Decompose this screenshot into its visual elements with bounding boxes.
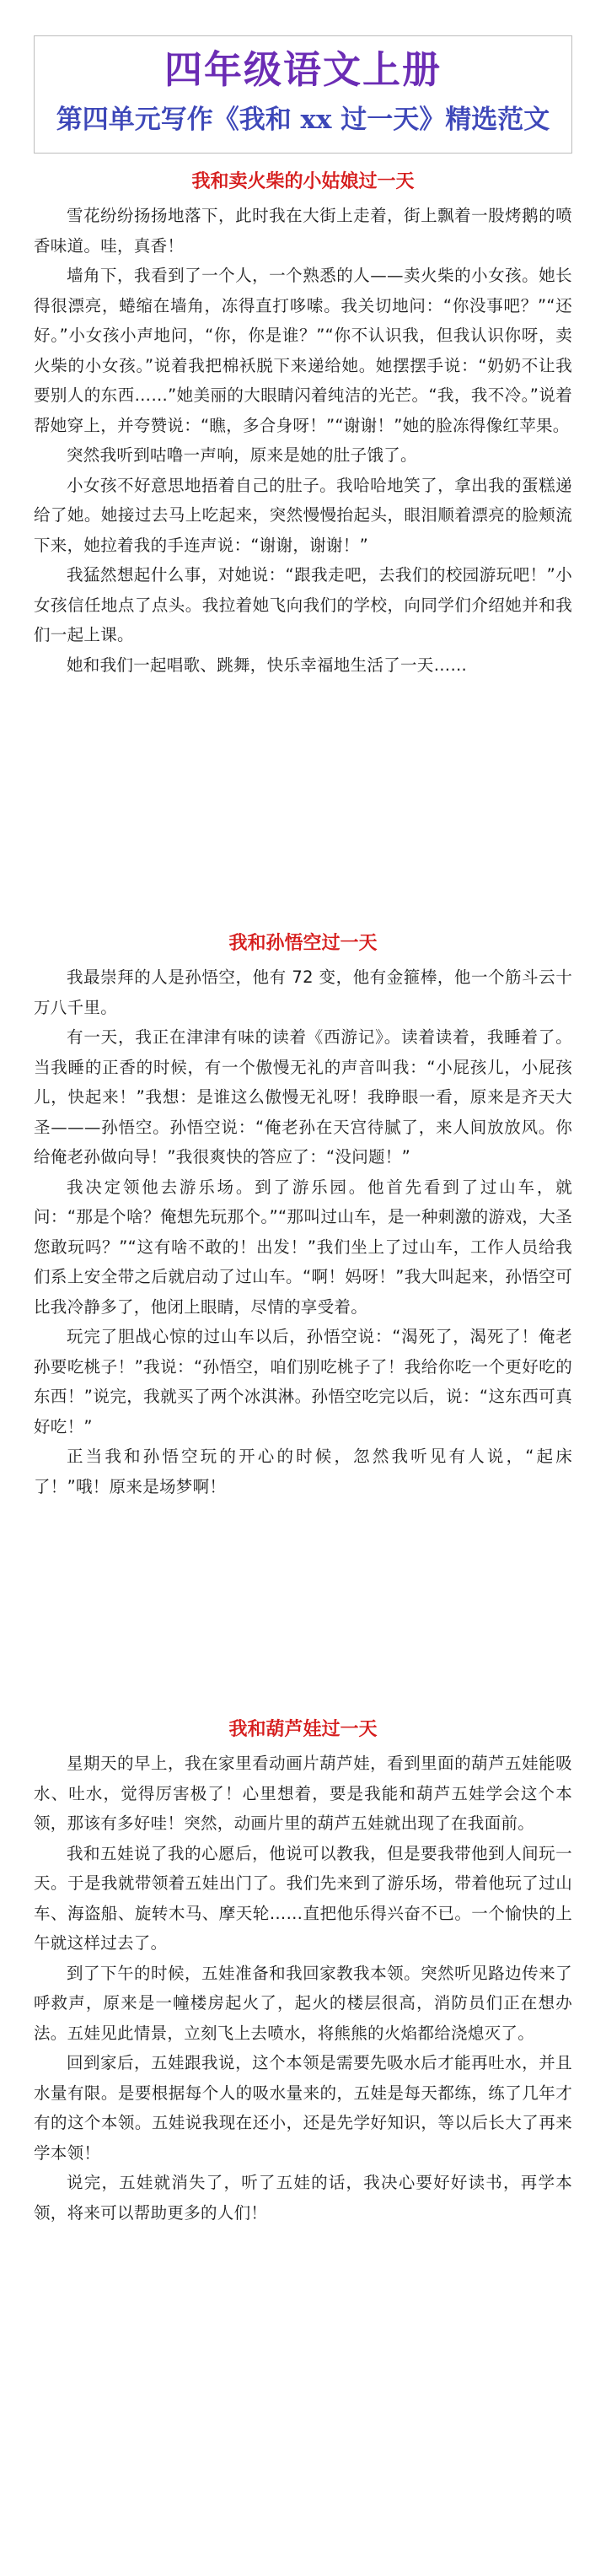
essay-paragraph: 我决定领他去游乐场。到了游乐园。他首先看到了过山车，就问：“那是个啥？俺想先玩那个。”“那叫过山车，是一种刺激的游戏，大圣您敢玩吗？”“这有啥不敢的！出发！”我们坐上了过山车，工作人员给我们系上安全带之后就启动了过山车。“啊！妈呀！”我大叫起来，孙悟空可比我冷静多了，他闭上眼睛，尽情的享受着。 xyxy=(34,1177,572,1317)
essay-paragraph: 雪花纷纷扬扬地落下，此时我在大街上走着，街上飘着一股烤鹅的喷香味道。哇，真香！ xyxy=(34,206,572,256)
essay-paragraph: 到了下午的时候，五娃准备和我回家教我本领。突然听见路边传来了呼救声，原来是一幢楼房起火了，起火的楼层很高，消防员们正在想办法。五娃见此情景，立刻飞上去喷水，将熊熊的火焰都给浇熄灭了。 xyxy=(34,1963,572,2043)
essay-paragraph: 星期天的早上，我在家里看动画片葫芦娃，看到里面的葫芦五娃能吸水、吐水，觉得厉害极了！心里想着，要是我能和葫芦五娃学会这个本领，那该有多好哇！突然，动画片里的葫芦五娃就出现了在我面前。 xyxy=(34,1754,572,1833)
essay-paragraph: 玩完了胆战心惊的过山车以后，孙悟空说：“渴死了，渴死了！俺老孙要吃桃子！”我说：“孙悟空，咱们别吃桃子了！我给你吃一个更好吃的东西！”说完，我就买了两个冰淇淋。孙悟空吃完以后，说：“这东西可真好吃！” xyxy=(34,1327,572,1436)
essay-paragraph: 墙角下，我看到了一个人，一个熟悉的人——卖火柴的小女孩。她长得很漂亮，蜷缩在墙角，冻得直打哆嗦。我关切地问：“你没事吧？”“还好。”小女孩小声地问，“你，你是谁？”“你不认识我，但我认识你呀，卖火柴的小女孩。”说着我把棉袄脱下来递给她。她摆摆手说：“奶奶不让我要别人的东西……”她美丽的大眼睛闪着纯洁的光芒。“我，我不冷。”说着帮她穿上，并夸赞说：“瞧，多合身呀！”“谢谢！”她的脸冻得像红苹果。 xyxy=(34,266,572,435)
essay-paragraph: 突然我听到咕噜一声响，原来是她的肚子饿了。 xyxy=(67,445,417,465)
essay-paragraph: 她和我们一起唱歌、跳舞，快乐幸福地生活了一天…… xyxy=(67,655,468,675)
essay-paragraph: 我和五娃说了我的心愿后，他说可以教我，但是要我带他到人间玩一天。于是我就带领着五娃出门了。我们先来到了游乐场，带着他玩了过山车、海盗船、旋转木马、摩天轮……直把他乐得兴奋不已。一个愉快的上午就这样过去了。 xyxy=(34,1843,572,1953)
header-box xyxy=(34,35,572,154)
essay-paragraph: 我猛然想起什么事，对她说：“跟我走吧，去我们的校园游玩吧！”小女孩信任地点了点头。我拉着她飞向我们的学校，向同学们介绍她并和我们一起上课。 xyxy=(34,565,572,644)
essay-paragraph: 我最崇拜的人是孙悟空，他有 72 变，他有金箍棒，他一个筋斗云十万八千里。 xyxy=(34,967,572,1017)
essay-3 xyxy=(34,1716,572,2228)
essay-paragraph: 正当我和孙悟空玩的开心的时候，忽然我听见有人说，“起床了！”哦！原来是场梦啊！ xyxy=(34,1447,572,1496)
essay-paragraph: 说完，五娃就消失了，听了五娃的话，我决心要好好读书，再学本领，将来可以帮助更多的人们！ xyxy=(34,2173,572,2223)
essay-paragraph: 小女孩不好意思地捂着自己的肚子。我哈哈地笑了，拿出我的蛋糕递给了她。她接过去马上吃起来，突然慢慢抬起头，眼泪顺着漂亮的脸颊流下来，她拉着我的手连声说：“谢谢，谢谢！” xyxy=(34,475,572,555)
essay-paragraph: 回到家后，五娃跟我说，这个本领是需要先吸水后才能再吐水，并且水量有限。是要根据每个人的吸水量来的，五娃是每天都练，练了几年才有的这个本领。五娃说我现在还小，还是先学好知识，等以后长大了再来学本领！ xyxy=(34,2053,572,2163)
essay-1 xyxy=(34,169,572,680)
essay-title: 我和孙悟空过一天 xyxy=(228,932,378,954)
page-subtitle: 第四单元写作《我和 xx 过一天》精选范文 xyxy=(56,105,550,135)
essay-2 xyxy=(34,930,572,1501)
page-title: 四年级语文上册 xyxy=(164,47,442,92)
essay-paragraph: 有一天，我正在津津有味的读着《西游记》。读着读着，我睡着了。当我睡的正香的时候，有一个傲慢无礼的声音叫我：“小屁孩儿，小屁孩儿，快起来！”我想：是谁这么傲慢无礼呀！我睁眼一看，原来是齐天大圣———孙悟空。孙悟空说：“俺老孙在天宫待腻了，来人间放放风。你给俺老孙做向导！”我很爽快的答应了：“没问题！” xyxy=(34,1027,572,1167)
essay-title: 我和卖火柴的小姑娘过一天 xyxy=(191,170,415,192)
essay-title: 我和葫芦娃过一天 xyxy=(228,1718,378,1740)
